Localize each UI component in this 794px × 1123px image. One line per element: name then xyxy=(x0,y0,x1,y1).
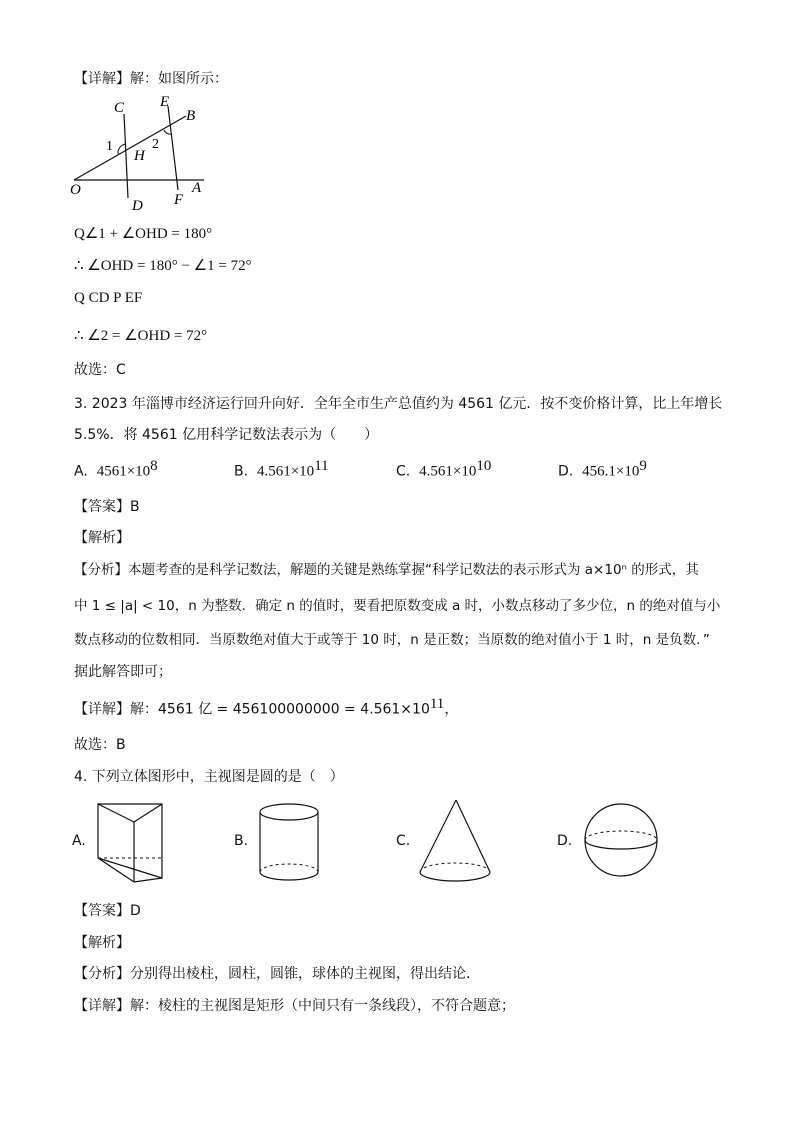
q3-option-a[interactable]: A. $4561\times 10^8$ xyxy=(74,458,158,480)
label-B: B xyxy=(186,108,196,124)
q4-analysis-line: 【分析】分别得出棱柱，圆柱，圆锥，球体的主视图，得出结论． xyxy=(74,966,480,982)
triangular-prism-icon xyxy=(92,800,168,886)
q4-option-a-label[interactable]: A. xyxy=(72,833,86,849)
cone-icon xyxy=(414,796,496,888)
label-1: 1 xyxy=(106,139,113,154)
label-D: D xyxy=(132,198,143,214)
label-E: E xyxy=(160,94,170,110)
q3-stem-line2: 5.5%．将 4561 亿用科学记数法表示为（ ） xyxy=(74,427,379,443)
q3-answer-line: 故选：B xyxy=(74,737,126,753)
q4-answer: 【答案】D xyxy=(74,903,141,919)
q3-option-b[interactable]: B. $4.561\times 10^{11}$ xyxy=(234,458,329,480)
cylinder-icon xyxy=(254,800,324,886)
label-2: 2 xyxy=(152,137,159,152)
q2-detail-intro: 【详解】解：如图所示： xyxy=(74,71,228,87)
q2-step4: ∴ ∠2 = ∠OHD = 72° xyxy=(74,328,208,344)
q4-option-b-label[interactable]: B. xyxy=(234,833,249,849)
label-H: H xyxy=(134,148,145,164)
q3-analysis-line1: 【分析】本题考查的是科学记数法，解题的关键是熟练掌握“科学记数法的表示形式为 a×10ⁿ 的形式，其 xyxy=(74,562,699,578)
q4-analysis-heading: 【解析】 xyxy=(74,935,130,951)
q4-detail-line: 【详解】解：棱柱的主视图是矩形（中间只有一条线段），不符合题意； xyxy=(74,998,515,1014)
q2-answer: 故选：C xyxy=(74,362,126,378)
q4-option-d-label[interactable]: D. xyxy=(557,833,573,849)
angle-figure xyxy=(68,94,218,214)
q2-step3: Q CD P EF xyxy=(74,290,143,306)
q3-analysis-line3: 数点移动的位数相同．当原数绝对值大于或等于 10 时，n 是正数；当原数的绝对值小于 1 时，n 是负数．” xyxy=(74,632,710,648)
q2-step1: Q∠1 + ∠OHD = 180° xyxy=(74,226,213,242)
q3-answer: 【答案】B xyxy=(74,499,140,515)
q3-analysis-line2: 中 1 ≤ |a| < 10，n 为整数．确定 n 的值时，要看把原数变成 a 时，小数点移动了多少位，n 的绝对值与小 xyxy=(74,598,721,614)
q3-detail: 【详解】解：4561 亿 = $456100000000 = 4.561\times 10^{11}$， xyxy=(74,696,459,718)
q3-option-c[interactable]: C. $4.561\times 10^{10}$ xyxy=(396,458,492,480)
label-A: A xyxy=(192,180,202,196)
label-F: F xyxy=(174,192,184,208)
q3-stem-line1: 3. 2023 年淄博市经济运行回升向好．全年全市生产总值约为 4561 亿元．按不变价格计算，比上年增长 xyxy=(74,396,723,412)
sphere-icon xyxy=(580,800,662,880)
q3-analysis-line4: 据此解答即可； xyxy=(74,664,172,680)
q3-analysis-heading: 【解析】 xyxy=(74,530,130,546)
q3-option-d[interactable]: D. $456.1\times 10^9$ xyxy=(558,458,647,480)
q4-stem: 4. 下列立体图形中，主视图是圆的是（ ） xyxy=(74,769,344,785)
label-O: O xyxy=(70,182,81,198)
q4-option-c-label[interactable]: C. xyxy=(396,833,411,849)
label-C: C xyxy=(114,100,125,116)
q2-step2: ∴ ∠OHD = 180° − ∠1 = 72° xyxy=(74,258,252,274)
